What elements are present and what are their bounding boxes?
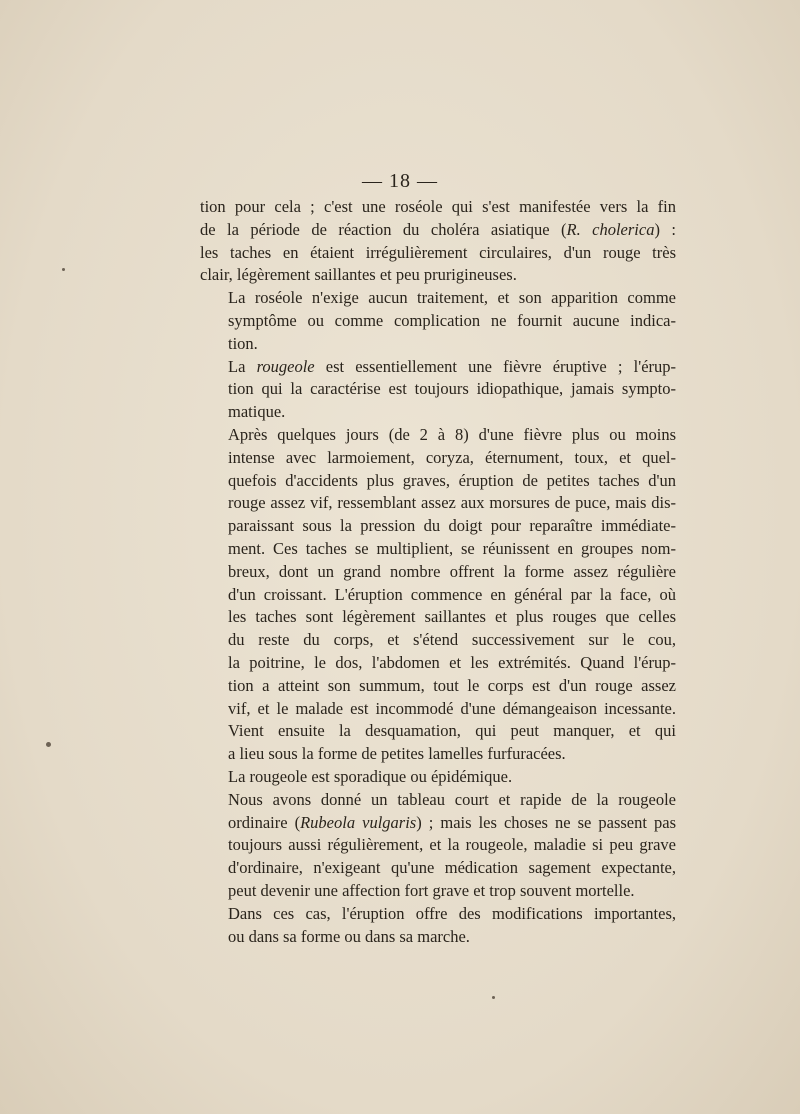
text-line: les taches en étaient irrégulièrement circulaires, d'un rouge très bbox=[200, 242, 676, 262]
text-line: peut devenir une affection fort grave et trop souvent mortelle. bbox=[228, 880, 635, 900]
text-line: Dans ces cas, l'éruption offre des modifications importantes, bbox=[228, 903, 676, 923]
text-line: a lieu sous la forme de petites lamelles furfuracées. bbox=[228, 744, 566, 764]
text-line: rouge assez vif, ressemblant assez aux morsures de puce, mais dis- bbox=[228, 493, 676, 513]
text-line: symptôme ou comme complication ne fournit aucune indica- bbox=[228, 310, 676, 330]
paragraph bbox=[200, 424, 676, 766]
text-line: breux, dont un grand nombre offrent la forme assez régulière bbox=[228, 561, 676, 581]
text-line: d'ordinaire, n'exigeant qu'une médication sagement expectante, bbox=[228, 858, 676, 878]
page-number: — 18 — bbox=[362, 170, 438, 192]
text-line: ou dans sa forme ou dans sa marche. bbox=[228, 926, 470, 946]
text-line: toujours aussi régulièrement, et la rougeole, maladie si peu grave bbox=[228, 835, 676, 855]
text-line: paraissant sous la pression du doigt pour reparaître immédiate- bbox=[228, 516, 676, 536]
body-text bbox=[200, 196, 676, 948]
paper-speck bbox=[46, 742, 51, 747]
text-line: La rougeole est essentiellement une fièvre éruptive ; l'érup- bbox=[228, 356, 677, 376]
paragraph bbox=[200, 196, 676, 287]
text-line: d'un croissant. L'éruption commence en général par la face, où bbox=[228, 584, 676, 604]
paragraph bbox=[200, 356, 676, 424]
paragraph bbox=[200, 766, 676, 789]
text-line: ordinaire (Rubeola vulgaris) ; mais les choses ne se passent pas bbox=[228, 812, 676, 832]
text-line: tion a atteint son summum, tout le corps est d'un rouge assez bbox=[228, 675, 676, 695]
italic-term: R. cholerica bbox=[566, 219, 655, 239]
paragraph bbox=[200, 287, 676, 355]
text-line: La roséole n'exige aucun traitement, et son apparition comme bbox=[228, 288, 676, 308]
paragraph bbox=[200, 789, 676, 903]
text-line: quefois d'accidents plus graves, éruption de petites taches d'un bbox=[228, 470, 676, 490]
text-line: tion. bbox=[228, 333, 258, 353]
paper-speck bbox=[62, 268, 65, 271]
text-line: intense avec larmoiement, coryza, éternument, toux, et quel- bbox=[228, 447, 676, 467]
text-line: Vient ensuite la desquamation, qui peut manquer, et qui bbox=[228, 721, 676, 741]
italic-term: Rubeola vulgaris bbox=[300, 812, 417, 832]
text-line: La rougeole est sporadique ou épidémique. bbox=[228, 766, 513, 786]
text-line: vif, et le malade est incommodé d'une démangeaison incessante. bbox=[228, 698, 676, 718]
text-line: clair, légèrement saillantes et peu prurigineuses. bbox=[200, 265, 517, 285]
paragraph bbox=[200, 903, 676, 949]
text-line: tion qui la caractérise est toujours idiopathique, jamais sympto- bbox=[228, 379, 676, 399]
text-line: Nous avons donné un tableau court et rapide de la rougeole bbox=[228, 789, 676, 809]
text-line: matique. bbox=[228, 402, 286, 422]
italic-term: rougeole bbox=[256, 356, 315, 376]
text-line: ment. Ces taches se multiplient, se réunissent en groupes nom- bbox=[228, 538, 676, 558]
text-line: de la période de réaction du choléra asiatique (R. cholerica) : bbox=[200, 219, 676, 239]
text-line: du reste du corps, et s'étend successivement sur le cou, bbox=[228, 630, 676, 650]
text-line: la poitrine, le dos, l'abdomen et les extrémités. Quand l'érup- bbox=[228, 652, 676, 672]
text-line: les taches sont légèrement saillantes et plus rouges que celles bbox=[228, 607, 676, 627]
paper-speck bbox=[492, 996, 495, 999]
text-line: tion pour cela ; c'est une roséole qui s'est manifestée vers la fin bbox=[200, 197, 676, 216]
text-line: Après quelques jours (de 2 à 8) d'une fièvre plus ou moins bbox=[228, 424, 676, 444]
